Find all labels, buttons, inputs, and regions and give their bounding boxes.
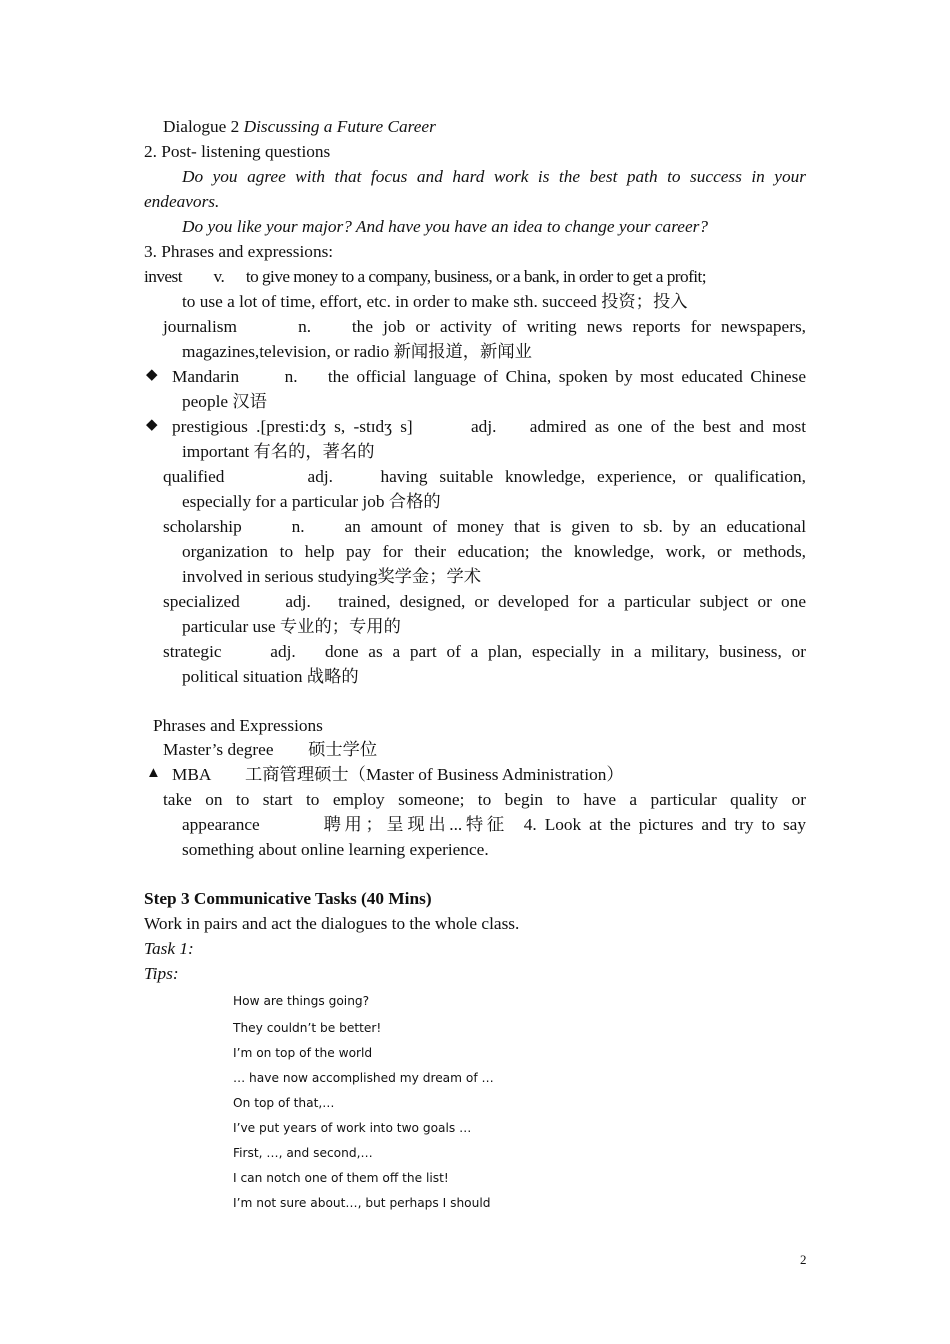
tip-item: First, …, and second,… <box>233 1146 373 1160</box>
vocab-strategic: strategic adj. done as a part of a plan, especially in a military, business, or <box>163 642 806 661</box>
phrase-take-on: take on to start to employ someone; to begin to have a particular quality or <box>163 790 806 809</box>
phrases-expressions-heading: Phrases and Expressions <box>153 716 323 735</box>
phrases-heading: 3. Phrases and expressions: <box>144 242 334 261</box>
step3-heading: Step 3 Communicative Tasks (40 Mins) <box>144 889 432 908</box>
vocab-journalism-line-2: magazines,television, or radio 新闻报道，新闻业 <box>182 342 532 361</box>
vocab-mandarin: Mandarin n. the official language of China, spoken by most educated Chinese <box>172 367 806 386</box>
question-1-line-1: Do you agree with that focus and hard work is the best path to success in your <box>182 167 806 186</box>
vocab-mandarin-line-2: people 汉语 <box>182 392 267 411</box>
phrase-mba: MBA 工商管理硕士（Master of Business Administration） <box>172 765 624 784</box>
vocab-prestigious: prestigious .[presti:dʒ s, -stɪdʒ s] adj. admired as one of the best and most <box>172 417 806 436</box>
vocab-prestigious-line-2: important 有名的，著名的 <box>182 442 375 461</box>
tip-item: They couldn’t be better! <box>233 1021 382 1035</box>
phrase-take-on-line-3: something about online learning experience. <box>182 840 489 859</box>
step3-instruction: Work in pairs and act the dialogues to the whole class. <box>144 914 520 933</box>
vocab-invest <box>144 268 706 285</box>
vocab-specialized-line-2: particular use 专业的；专用的 <box>182 617 401 636</box>
phrase-masters-degree: Master’s degree 硕士学位 <box>163 740 378 759</box>
tips-label: Tips: <box>144 964 179 983</box>
vocab-strategic-line-2: political situation 战略的 <box>182 667 359 686</box>
vocab-specialized: specialized adj. trained, designed, or developed for a particular subject or one <box>163 592 806 611</box>
vocab-scholarship-line-3: involved in serious studying奖学金；学术 <box>182 567 482 586</box>
vocab-definition: to give money to a company, business, or a bank, in order to get a profit; <box>245 267 707 286</box>
dialogue-prefix: Dialogue 2 <box>163 117 244 136</box>
vocab-journalism: journalism n. the job or activity of writing news reports for newspapers, <box>163 317 806 336</box>
vocab-scholarship: scholarship n. an amount of money that is given to sb. by an educational <box>163 517 806 536</box>
tip-item: How are things going? <box>233 994 370 1008</box>
vocab-invest-line-2: to use a lot of time, effort, etc. in order to make sth. succeed 投资；投入 <box>182 292 688 311</box>
triangle-bullet-icon: ▲ <box>146 765 161 781</box>
task1-label: Task 1: <box>144 939 194 958</box>
vocab-scholarship-line-2: organization to help pay for their education; the knowledge, work, or methods, <box>182 542 806 561</box>
dialogue-heading <box>163 118 436 135</box>
vocab-word: invest <box>144 267 182 286</box>
tip-item: I’m not sure about…, but perhaps I should <box>233 1196 491 1210</box>
vocab-qualified-line-2: especially for a particular job 合格的 <box>182 492 441 511</box>
post-listening-heading: 2. Post- listening questions <box>144 142 331 161</box>
tip-item: I can notch one of them off the list! <box>233 1171 449 1185</box>
tip-item: I’ve put years of work into two goals … <box>233 1121 472 1135</box>
vocab-pos: v. <box>213 267 225 286</box>
tip-item: On top of that,… <box>233 1096 335 1110</box>
vocab-qualified: qualified adj. having suitable knowledge, experience, or qualification, <box>163 467 806 486</box>
diamond-bullet-icon: ◆ <box>146 417 158 433</box>
tip-item: I’m on top of the world <box>233 1046 373 1060</box>
question-2: Do you like your major? And have you have an idea to change your career? <box>182 217 708 236</box>
phrase-take-on-line-2: appearance 聘用；呈现出...特征 4. Look at the pictures and try to say <box>182 815 806 834</box>
tip-item: … have now accomplished my dream of … <box>233 1071 494 1085</box>
diamond-bullet-icon: ◆ <box>146 367 158 383</box>
dialogue-title: Discussing a Future Career <box>243 117 436 136</box>
page-number: 2 <box>800 1252 807 1267</box>
question-1-line-2: endeavors. <box>144 192 220 211</box>
